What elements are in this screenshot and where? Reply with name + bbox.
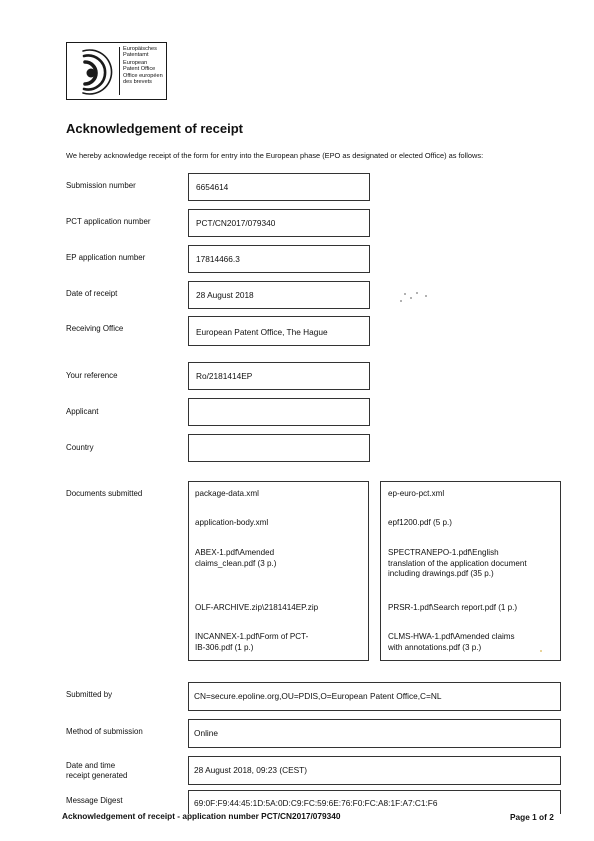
document-line: ABEX-1.pdf\Amended	[195, 548, 275, 557]
page-number: Page 1 of 2	[510, 812, 554, 822]
epo-logo	[66, 42, 167, 100]
scan-speck	[540, 650, 542, 652]
document-item	[195, 603, 318, 614]
document-line: CLMS-HWA-1.pdf\Amended claims	[388, 632, 515, 641]
document-line: INCANNEX-1.pdf\Form of PCT-	[195, 632, 309, 641]
country-label: Country	[66, 443, 94, 452]
scan-speck	[400, 300, 402, 302]
document-line: package-data.xml	[195, 489, 259, 498]
receiving-office-label: Receiving Office	[66, 324, 124, 333]
logo-line: Patent Office	[123, 65, 156, 72]
intro-text: We hereby acknowledge receipt of the form for entry into the European phase (EPO as designated or elected Office) as follows:	[66, 151, 484, 160]
applicant-label: Applicant	[66, 407, 99, 416]
date-time-label-line2: receipt generated	[66, 771, 128, 780]
document-item	[388, 603, 517, 614]
document-item	[195, 632, 308, 653]
message-digest-label: Message Digest	[66, 796, 123, 805]
document-line: claims_clean.pdf (3 p.)	[195, 558, 277, 568]
submitted-by-label: Submitted by	[66, 690, 113, 699]
date-of-receipt-field: 28 August 2018	[188, 281, 370, 309]
document-item	[388, 518, 452, 529]
document-item	[195, 548, 276, 569]
scan-speck	[404, 293, 406, 295]
document-item	[388, 489, 444, 500]
document-line: ep-euro-pct.xml	[388, 489, 445, 498]
scan-speck	[410, 297, 412, 299]
pct-application-number-label: PCT application number	[66, 217, 151, 226]
pct-application-number-field: PCT/CN2017/079340	[188, 209, 370, 237]
country-field	[188, 434, 370, 462]
submission-number-label: Submission number	[66, 181, 136, 190]
logo-wordmark	[123, 46, 163, 86]
your-reference-field: Ro/2181414EP	[188, 362, 370, 390]
method-of-submission-label: Method of submission	[66, 727, 143, 736]
applicant-field	[188, 398, 370, 426]
date-time-label	[66, 761, 127, 781]
document-item	[388, 548, 527, 580]
ep-application-number-field: 17814466.3	[188, 245, 370, 273]
document-line: OLF-ARCHIVE.zip\2181414EP.zip	[195, 603, 319, 612]
method-of-submission-field: Online	[188, 719, 561, 748]
document-line: translation of the application document	[388, 558, 527, 568]
date-time-label-line1: Date and time	[66, 761, 116, 770]
document-line: SPECTRANEPO-1.pdf\English	[388, 548, 499, 557]
logo-line: Europäisches	[123, 46, 157, 52]
submitted-by-field: CN=secure.epoline.org,OU=PDIS,O=European Patent Office,C=NL	[188, 682, 561, 711]
document-line: with annotations.pdf (3 p.)	[388, 642, 482, 652]
receiving-office-field: European Patent Office, The Hague	[188, 316, 370, 346]
your-reference-label: Your reference	[66, 371, 118, 380]
logo-line: des brevets	[123, 79, 152, 86]
date-time-field: 28 August 2018, 09:23 (CEST)	[188, 756, 561, 785]
document-line: including drawings.pdf (35 p.)	[388, 569, 494, 578]
message-digest-field: 69:0F:F9:44:45:1D:5A:0D:C9:FC:59:6E:76:F0:FC:A8:1F:A7:C1:F6	[188, 790, 561, 814]
document-item	[195, 489, 259, 500]
logo-line: European	[123, 59, 148, 66]
submission-number-field: 6654614	[188, 173, 370, 201]
document-line: PRSR-1.pdf\Search report.pdf (1 p.)	[388, 603, 518, 612]
footer-caption: Acknowledgement of receipt - application number PCT/CN2017/079340	[62, 811, 341, 821]
document-line: IB-306.pdf (1 p.)	[195, 642, 254, 652]
document-item	[388, 632, 515, 653]
ep-application-number-label: EP application number	[66, 253, 146, 262]
document-line: epf1200.pdf (5 p.)	[388, 518, 452, 527]
scan-speck	[425, 295, 427, 297]
logo-line: Office européen	[123, 73, 163, 80]
page-title: Acknowledgement of receipt	[66, 121, 243, 136]
scan-speck	[416, 292, 418, 294]
logo-divider	[119, 47, 120, 95]
date-of-receipt-label: Date of receipt	[66, 289, 118, 298]
document-item	[195, 518, 268, 529]
logo-line: Patentamt	[123, 52, 149, 59]
document-line: application-body.xml	[195, 518, 269, 527]
documents-submitted-label: Documents submitted	[66, 489, 143, 498]
epo-emblem-icon	[71, 46, 117, 96]
